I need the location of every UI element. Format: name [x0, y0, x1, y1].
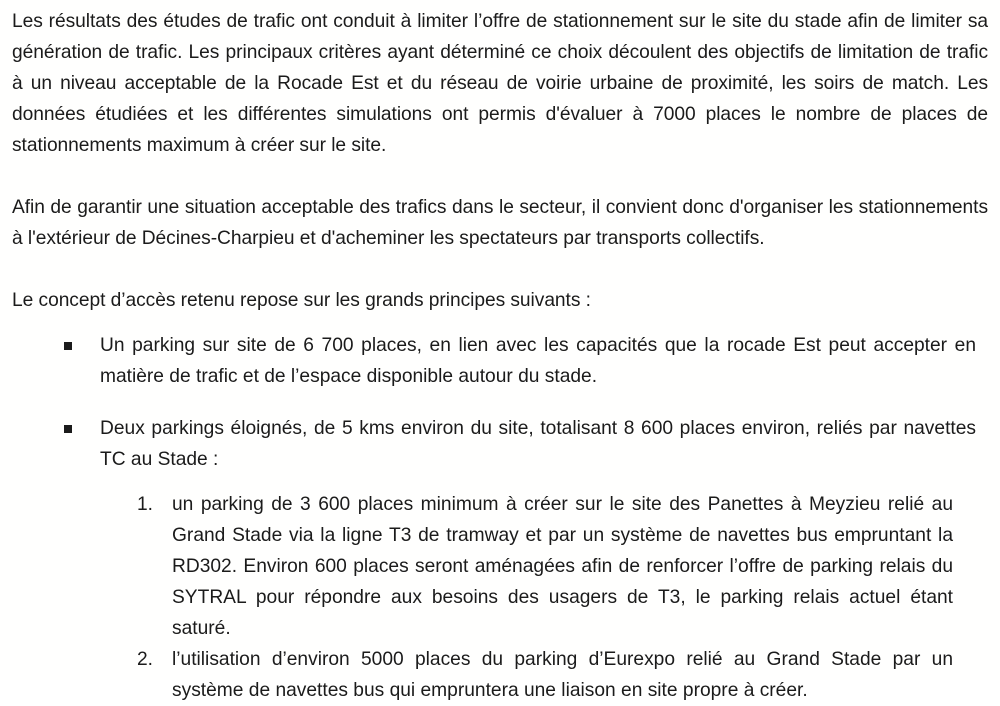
remote-parking-numbered-list: [100, 489, 976, 706]
paragraph-external-parking: Afin de garantir une situation acceptable des trafics dans le secteur, il convient donc d'organiser les stationnements à l'extérieur de Décines-Charpieu et d'acheminer les spectateurs par transports collectifs.: [12, 197, 988, 249]
paragraph-spacer-1: [12, 161, 988, 192]
paragraph-spacer-2: [12, 254, 988, 285]
list-item: [12, 413, 988, 706]
principles-bullet-list: [12, 330, 988, 706]
bullet-item-text: Deux parkings éloignés, de 5 kms environ du site, totalisant 8 600 places environ, reliés par navettes TC au Stade :: [100, 418, 976, 470]
square-bullet-icon: [64, 425, 72, 433]
list-number-marker: 1.: [137, 494, 154, 515]
list-number-marker: 2.: [137, 649, 154, 670]
list-item: [100, 489, 976, 644]
paragraph-traffic-study: Les résultats des études de trafic ont conduit à limiter l’offre de stationnement sur le site du stade afin de limiter sa génération de trafic. Les principaux critères ayant déterminé ce choix découlent des objectifs de limitation de trafic à un niveau acceptable de la Rocade Est et du réseau de voirie urbaine de proximité, les soirs de match. Les données étudiées et les différentes simulations ont permis d'évaluer à 7000 places le nombre de places de stationnements maximum à créer sur le site.: [12, 11, 988, 156]
bullet-item-text: Un parking sur site de 6 700 places, en lien avec les capacités que la rocade Est peut accepter en matière de trafic et de l’espace disponible autour du stade.: [100, 335, 976, 387]
square-bullet-icon: [64, 342, 72, 350]
paragraph-access-concept-intro: Le concept d’accès retenu repose sur les grands principes suivants :: [12, 290, 591, 311]
numbered-item-text: l’utilisation d’environ 5000 places du parking d’Eurexpo relié au Grand Stade par un système de navettes bus qui empruntera une liaison en site propre à créer.: [172, 649, 953, 701]
numbered-item-text: un parking de 3 600 places minimum à créer sur le site des Panettes à Meyzieu relié au Grand Stade via la ligne T3 de tramway et par un système de navettes bus empruntant la RD302. Environ 600 places seront aménagées afin de renforcer l’offre de parking relais du SYTRAL pour répondre aux besoins des usagers de T3, le parking relais actuel étant saturé.: [172, 494, 953, 639]
list-item: [100, 644, 976, 706]
list-spacer: [12, 316, 988, 330]
list-item: [12, 330, 988, 392]
